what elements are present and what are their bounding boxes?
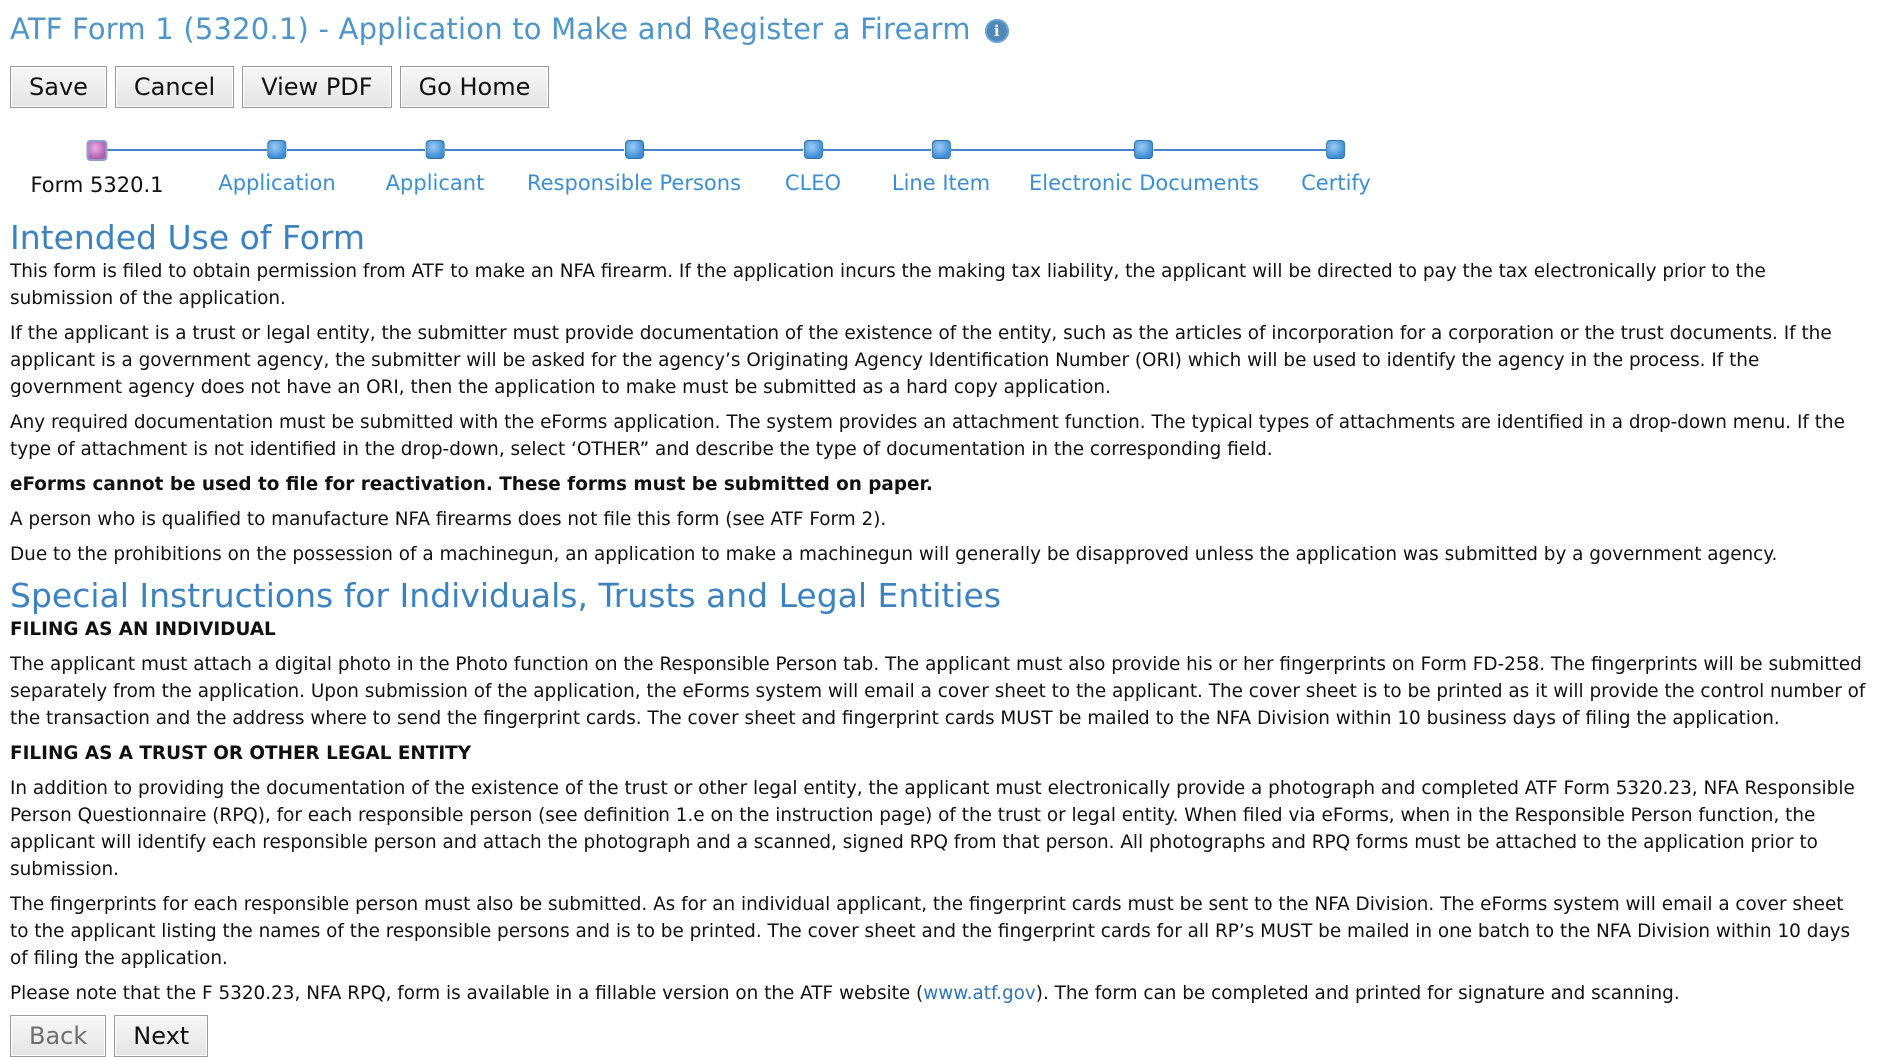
step-label[interactable]: Form 5320.1: [30, 173, 164, 197]
step-line-item[interactable]: [892, 136, 990, 195]
special-instructions-heading: Special Instructions for Individuals, Trusts and Legal Entities: [10, 576, 1002, 615]
step-form-5320-1[interactable]: [30, 136, 163, 197]
info-icon[interactable]: i: [985, 19, 1009, 43]
atf-website-link[interactable]: www.atf.gov: [923, 983, 1036, 1004]
filing-trust-paragraph-2: The fingerprints for each responsible person must also be submitted. As for an individual applicant, the fingerprint cards must be sent to the NFA Division. The eForms system will email a cover sheet to the applicant listing the names of the responsible persons and is to be printed. The cover sheet and the fingerprint cards for all RP’s MUST be mailed in one batch to the NFA Division within 10 days of filing the application.: [10, 894, 1851, 969]
progress-stepper: [10, 136, 1410, 218]
reactivation-notice: eForms cannot be used to file for reactivation. These forms must be submitted on paper.: [10, 474, 933, 495]
intended-use-heading: Intended Use of Form: [10, 218, 366, 257]
intended-use-paragraph-5: A person who is qualified to manufacture NFA firearms does not file this form (see ATF Form 2).: [10, 509, 887, 530]
next-button[interactable]: Next: [114, 1015, 208, 1057]
step-application[interactable]: [218, 136, 335, 195]
step-marker-icon[interactable]: [803, 140, 822, 159]
cancel-button[interactable]: Cancel: [115, 66, 234, 108]
step-label[interactable]: Electronic Documents: [1029, 171, 1259, 195]
step-marker-icon[interactable]: [932, 140, 951, 159]
step-responsible-persons[interactable]: [527, 136, 741, 195]
step-certify[interactable]: [1301, 136, 1371, 195]
page-title: ATF Form 1 (5320.1) - Application to Make and Register a Firearm: [10, 12, 971, 46]
go-home-button[interactable]: Go Home: [400, 66, 550, 108]
step-label[interactable]: CLEO: [784, 171, 842, 195]
intended-use-paragraph-2: If the applicant is a trust or legal entity, the submitter must provide documentation of the existence of the entity, such as the articles of incorporation for a corporation or the trust documents. If the applicant is a government agency, the submitter will be asked for the agency’s Originating Agency Identification Number (ORI) which will be used to identify the agency in the process. If the government agency does not have an ORI, then the application to make must be submitted as a hard copy application.: [10, 323, 1832, 398]
step-electronic-documents[interactable]: [1029, 136, 1259, 195]
intended-use-paragraph-3: Any required documentation must be submitted with the eForms application. The system provides an attachment function. The typical types of attachments are identified in a drop-down menu. If the type of attachment is not identified in the drop-down, select ‘OTHER” and describe the type of documentation in the corresponding field.: [10, 412, 1845, 460]
step-applicant[interactable]: [386, 136, 485, 195]
nav-buttons: [10, 1015, 1867, 1057]
step-label[interactable]: Responsible Persons: [526, 171, 742, 195]
toolbar: [10, 66, 1867, 108]
intended-use-paragraph-1: This form is filed to obtain permission from ATF to make an NFA firearm. If the application incurs the making tax liability, the applicant will be directed to pay the tax electronically prior to the submission of the application.: [10, 261, 1766, 309]
rpq-note: [10, 980, 1867, 1007]
save-button[interactable]: Save: [10, 66, 107, 108]
step-marker-icon[interactable]: [87, 140, 108, 161]
filing-trust-subheading: FILING AS A TRUST OR OTHER LEGAL ENTITY: [10, 743, 472, 764]
step-label[interactable]: Certify: [1301, 171, 1371, 195]
rpq-note-text-before: Please note that the F 5320.23, NFA RPQ, form is available in a fillable version on the ATF website (: [10, 983, 924, 1004]
step-label[interactable]: Applicant: [385, 171, 485, 195]
view-pdf-button[interactable]: View PDF: [242, 66, 391, 108]
step-label[interactable]: Line Item: [891, 171, 991, 195]
main-content: [10, 218, 1867, 1007]
step-marker-icon[interactable]: [268, 140, 287, 159]
rpq-note-text-after: ). The form can be completed and printed for signature and scanning.: [1035, 983, 1680, 1004]
step-marker-icon[interactable]: [1135, 140, 1154, 159]
back-button[interactable]: Back: [10, 1015, 106, 1057]
step-marker-icon[interactable]: [426, 140, 445, 159]
filing-trust-paragraph-1: In addition to providing the documentation of the existence of the trust or other legal entity, the applicant must electronically provide a photograph and completed ATF Form 5320.23, NFA Responsible Person Questionnaire (RPQ), for each responsible person (see definition 1.e on the instruction page) of the trust or legal entity. When filed via eForms, when in the Responsible Person function, the applicant will identify each responsible person and attach the photograph and a scanned, signed RPQ from that person. All photographs and RPQ forms must be attached to the application prior to submission.: [10, 778, 1855, 880]
step-cleo[interactable]: [785, 136, 841, 195]
title-row: [10, 0, 1867, 58]
step-label[interactable]: Application: [218, 171, 336, 195]
step-marker-icon[interactable]: [624, 140, 643, 159]
filing-individual-paragraph: The applicant must attach a digital photo in the Photo function on the Responsible Person tab. The applicant must also provide his or her fingerprints on Form FD-258. The fingerprints will be submitted separately from the application. Upon submission of the application, the eForms system will email a cover sheet to the applicant. The cover sheet is to be printed as it will provide the control number of the transaction and the address where to send the fingerprint cards. The cover sheet and fingerprint cards MUST be mailed to the NFA Division within 10 business days of filing the application.: [10, 654, 1866, 729]
step-marker-icon[interactable]: [1327, 140, 1346, 159]
intended-use-paragraph-6: Due to the prohibitions on the possession of a machinegun, an application to make a machinegun will generally be disapproved unless the application was submitted by a government agency.: [10, 544, 1778, 565]
filing-individual-subheading: FILING AS AN INDIVIDUAL: [10, 619, 276, 640]
